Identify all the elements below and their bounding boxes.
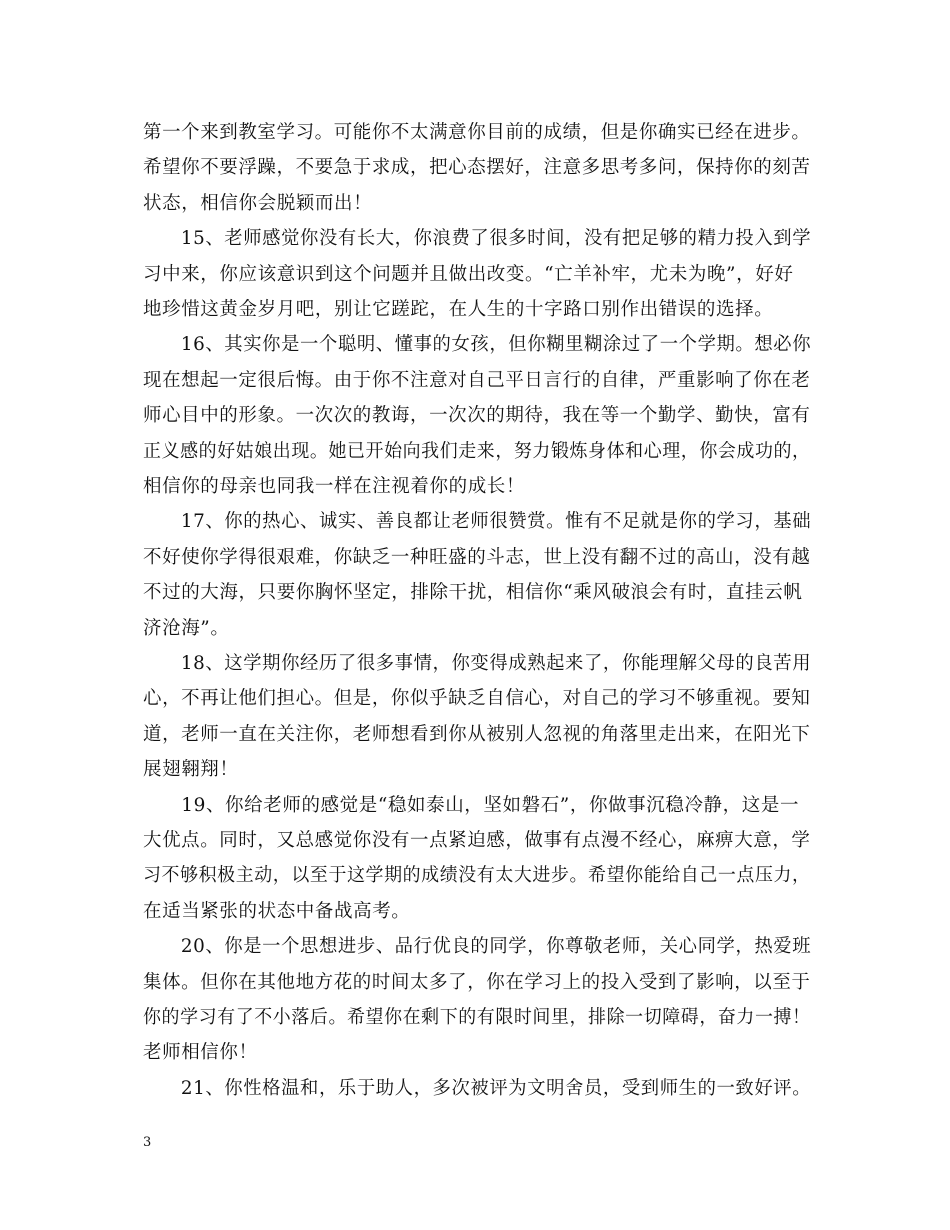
text-line: 17、你的热心、诚实、善良都让老师很赞赏。惟有不足就是你的学习，基础 <box>143 511 812 533</box>
text-line: 心，不再让他们担心。但是，你似乎缺乏自信心，对自己的学习不够重视。要知 <box>143 688 811 710</box>
text-line: 不过的大海，只要你胸怀坚定，排除干扰，相信你“乘风破浪会有时，直挂云帆 <box>143 582 803 604</box>
text-line: 在适当紧张的状态中备战高考。 <box>143 900 411 922</box>
text-line: 集体。但你在其他地方花的时间太多了，你在学习上的投入受到了影响，以至于 <box>143 971 811 993</box>
page-number: 3 <box>143 1135 152 1150</box>
text-line: 道，老师一直在关注你，老师想看到你从被别人忽视的角落里走出来，在阳光下 <box>143 723 811 745</box>
text-line: 师心目中的形象。一次次的教诲，一次次的期待，我在等一个勤学、勤快，富有 <box>143 405 811 427</box>
text-line: 不好使你学得很艰难，你缺乏一种旺盛的斗志，世上没有翻不过的高山，没有越 <box>143 546 811 568</box>
text-line: 16、其实你是一个聪明、懂事的女孩，但你糊里糊涂过了一个学期。想必你 <box>143 334 812 356</box>
text-line: 济沧海”。 <box>143 617 230 639</box>
text-line: 20、你是一个思想进步、品行优良的同学，你尊敬老师，关心同学，热爱班 <box>143 936 812 958</box>
text-line: 21、你性格温和，乐于助人，多次被评为文明舍员，受到师生的一致好评。 <box>143 1077 812 1099</box>
text-line: 18、这学期你经历了很多事情，你变得成熟起来了，你能理解父母的良苦用 <box>143 653 812 674</box>
text-line: 状态，相信你会脱颖而出！ <box>143 192 373 214</box>
text-line: 展翅翱翔！ <box>143 759 239 781</box>
text-line: 希望你不要浮躁，不要急于求成，把心态摆好，注意多思考多问，保持你的刻苦 <box>143 157 811 179</box>
text-line: 大优点。同时，又总感觉你没有一点紧迫感，做事有点漫不经心，麻痹大意，学 <box>143 830 811 851</box>
text-line: 现在想起一定很后悔。由于你不注意对自己平日言行的自律，严重影响了你在老 <box>143 369 811 391</box>
text-line: 正义感的好姑娘出现。她已开始向我们走来，努力锻炼身体和心理，你会成功的， <box>143 440 811 462</box>
text-line: 你的学习有了不小落后。希望你在剩下的有限时间里，排除一切障碍，奋力一搏！ <box>143 1007 811 1028</box>
text-line: 第一个来到教室学习。可能你不太满意你目前的成绩，但是你确实已经在进步。 <box>143 122 811 143</box>
text-line: 习不够积极主动，以至于这学期的成绩没有太大进步。希望你能给自己一点压力， <box>143 865 811 887</box>
text-line: 老师相信你！ <box>143 1042 258 1064</box>
text-line: 相信你的母亲也同我一样在注视着你的成长！ <box>143 476 526 497</box>
text-line: 地珍惜这黄金岁月吧，别让它蹉跎，在人生的十字路口别作出错误的选择。 <box>143 299 774 320</box>
text-line: 19、你给老师的感觉是“稳如泰山，坚如磐石”，你做事沉稳冷静，这是一 <box>143 794 800 816</box>
text-line: 习中来，你应该意识到这个问题并且做出改变。“亡羊补牢，尤未为晚”，好好 <box>143 263 794 285</box>
text-line: 15、老师感觉你没有长大，你浪费了很多时间，没有把足够的精力投入到学 <box>143 228 812 250</box>
